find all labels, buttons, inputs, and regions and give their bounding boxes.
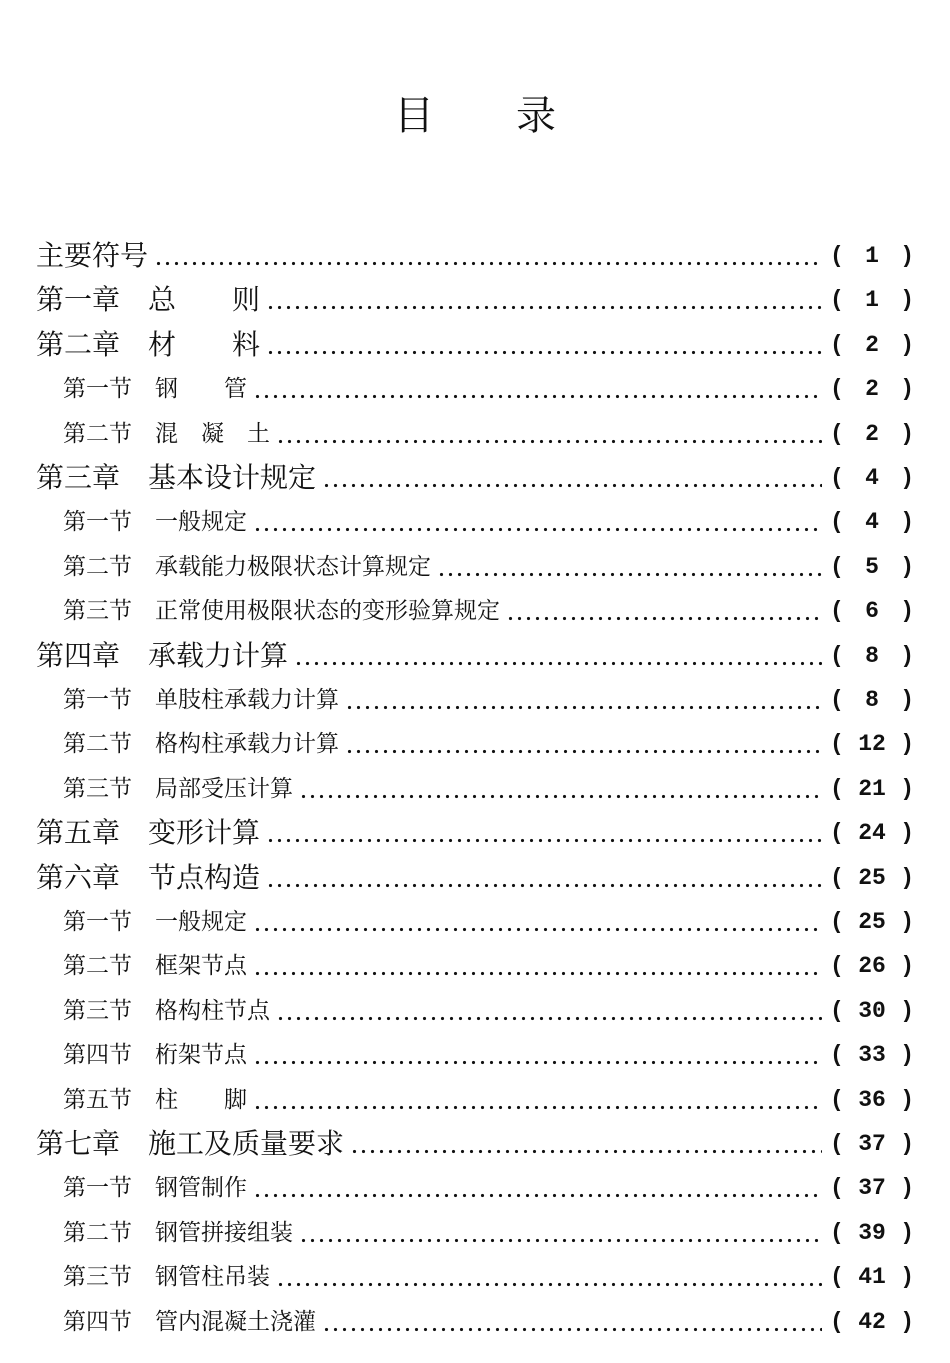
- close-paren: ): [900, 953, 914, 980]
- toc-page-number: [830, 278, 914, 322]
- toc-section-row[interactable]: [0, 412, 950, 456]
- page-number-value: 4: [865, 509, 879, 536]
- leader-dots: [437, 545, 822, 589]
- toc-section-row[interactable]: [0, 500, 950, 544]
- close-paren: ): [900, 331, 914, 358]
- close-paren: ): [900, 243, 914, 269]
- leader-dots: [154, 234, 822, 278]
- toc-entry-label: 第六章 节点构造: [36, 860, 261, 894]
- toc-page-number: [830, 678, 914, 722]
- leader-dots: [266, 856, 822, 900]
- toc-entry-label: 第三节 钢管柱吊装: [63, 1264, 270, 1291]
- leader-dots: [322, 1300, 822, 1344]
- toc-entry-label: 第一节 钢管制作: [63, 1175, 247, 1202]
- toc-entry-label: 主要符号: [36, 239, 149, 272]
- close-paren: ): [900, 687, 914, 713]
- close-paren: ): [900, 1042, 914, 1069]
- toc-chapter-row[interactable]: [0, 323, 950, 367]
- toc-page-number: [830, 500, 914, 544]
- toc-page-number: [830, 900, 914, 944]
- open-paren: (: [830, 553, 844, 580]
- close-paren: ): [900, 509, 914, 536]
- toc-page-number: [830, 545, 914, 589]
- leader-dots: [322, 456, 822, 500]
- open-paren: (: [830, 1219, 844, 1246]
- toc-page-number: [830, 1211, 914, 1255]
- toc-entry-label: 第二章 材 料: [36, 327, 261, 361]
- toc-page-number: [830, 412, 914, 456]
- leader-dots: [299, 1211, 822, 1255]
- toc-section-row[interactable]: [0, 1166, 950, 1210]
- open-paren: (: [830, 1042, 844, 1069]
- leader-dots: [276, 1255, 822, 1299]
- page-number-value: 2: [865, 376, 879, 403]
- toc-chapter-row[interactable]: [0, 811, 950, 855]
- toc-section-row[interactable]: [0, 767, 950, 811]
- open-paren: (: [830, 465, 844, 491]
- open-paren: (: [830, 287, 844, 314]
- leader-dots: [345, 722, 822, 766]
- open-paren: (: [830, 1308, 844, 1335]
- toc-entry-label: 第一节 一般规定: [63, 509, 247, 536]
- toc-entry-label: 第四节 桁架节点: [63, 1042, 247, 1069]
- open-paren: (: [830, 731, 844, 758]
- toc-entry-label: 第二节 混 凝 土: [63, 420, 270, 447]
- leader-dots: [253, 1078, 822, 1122]
- toc-entry-label: 第五节 柱 脚: [63, 1086, 247, 1113]
- close-paren: ): [900, 775, 914, 802]
- close-paren: ): [900, 1175, 914, 1202]
- toc-page-number: [830, 767, 914, 811]
- page-number-value: 1: [865, 243, 879, 269]
- open-paren: (: [830, 1264, 844, 1291]
- page-number-value: 1: [865, 287, 879, 314]
- toc-chapter-row[interactable]: [0, 278, 950, 322]
- close-paren: ): [900, 287, 914, 314]
- toc-chapter-row[interactable]: [0, 634, 950, 678]
- toc-entry-label: 第三节 局部受压计算: [63, 775, 293, 802]
- leader-dots: [266, 811, 822, 855]
- toc-page-number: [830, 944, 914, 988]
- toc-section-row[interactable]: [0, 1078, 950, 1122]
- page-number-value: 6: [865, 598, 879, 625]
- page-number-value: 39: [858, 1219, 886, 1246]
- toc-entry-label: 第一节 钢 管: [63, 376, 247, 403]
- open-paren: (: [830, 376, 844, 403]
- page-number-value: 41: [858, 1264, 886, 1291]
- page-number-value: 26: [858, 953, 886, 980]
- toc-section-row[interactable]: [0, 1211, 950, 1255]
- leader-dots: [253, 1033, 822, 1077]
- close-paren: ): [900, 1131, 914, 1157]
- toc-entry-label: 第二节 承载能力极限状态计算规定: [63, 553, 431, 580]
- open-paren: (: [830, 1175, 844, 1202]
- toc-chapter-row[interactable]: [0, 1122, 950, 1166]
- leader-dots: [299, 767, 822, 811]
- page-number-value: 37: [858, 1131, 886, 1157]
- close-paren: ): [900, 598, 914, 625]
- toc-page-number: [830, 589, 914, 633]
- close-paren: ): [900, 420, 914, 447]
- leader-dots: [350, 1122, 822, 1166]
- open-paren: (: [830, 420, 844, 447]
- close-paren: ): [900, 997, 914, 1024]
- open-paren: (: [830, 820, 844, 847]
- toc-entry-label: 第三章 基本设计规定: [36, 461, 317, 494]
- title-char-1: 目: [394, 93, 434, 139]
- toc-section-row[interactable]: [0, 367, 950, 411]
- toc-entry-label: 第二节 格构柱承载力计算: [63, 731, 339, 758]
- leader-dots: [294, 634, 822, 678]
- open-paren: (: [830, 909, 844, 935]
- leader-dots: [253, 500, 822, 544]
- open-paren: (: [830, 642, 844, 669]
- leader-dots: [266, 278, 822, 322]
- toc-section-row[interactable]: [0, 1300, 950, 1344]
- close-paren: ): [900, 376, 914, 403]
- page-number-value: 8: [865, 687, 879, 713]
- toc-section-row[interactable]: [0, 678, 950, 722]
- leader-dots: [253, 944, 822, 988]
- toc-section-row[interactable]: [0, 1255, 950, 1299]
- page-number-value: 42: [858, 1308, 886, 1335]
- page-number-value: 4: [865, 465, 879, 491]
- toc-entry-label: 第四章 承载力计算: [36, 638, 289, 672]
- toc-page-number: [830, 323, 914, 367]
- toc-page-number: [830, 1122, 914, 1166]
- close-paren: ): [900, 820, 914, 847]
- toc-section-row[interactable]: [0, 989, 950, 1033]
- page-number-value: 12: [858, 731, 886, 758]
- page-number-value: 8: [865, 642, 879, 669]
- page-number-value: 2: [865, 331, 879, 358]
- open-paren: (: [830, 1131, 844, 1157]
- toc-section-row[interactable]: [0, 545, 950, 589]
- open-paren: (: [830, 243, 844, 269]
- toc-entry-label: 第三节 格构柱节点: [63, 997, 270, 1024]
- toc-entry-label: 第七章 施工及质量要求: [36, 1127, 345, 1160]
- toc-entry-label: 第五章 变形计算: [36, 816, 261, 850]
- open-paren: (: [830, 598, 844, 625]
- page-title: [0, 88, 950, 148]
- close-paren: ): [900, 864, 914, 891]
- toc-entry-label: 第一章 总 则: [36, 283, 261, 317]
- open-paren: (: [830, 331, 844, 358]
- leader-dots: [266, 323, 822, 367]
- toc-entry-label: 第一节 单肢柱承载力计算: [63, 687, 339, 713]
- open-paren: (: [830, 509, 844, 536]
- toc-page-number: [830, 367, 914, 411]
- open-paren: (: [830, 775, 844, 802]
- close-paren: ): [900, 1086, 914, 1113]
- close-paren: ): [900, 731, 914, 758]
- toc-chapter-row[interactable]: [0, 234, 950, 278]
- leader-dots: [276, 989, 822, 1033]
- close-paren: ): [900, 465, 914, 491]
- toc-page-number: [830, 1033, 914, 1077]
- toc-page-number: [830, 1255, 914, 1299]
- page-number-value: 37: [858, 1175, 886, 1202]
- toc-page-number: [830, 989, 914, 1033]
- toc-page-number: [830, 811, 914, 855]
- title-char-2: 录: [516, 93, 556, 139]
- toc-section-row[interactable]: [0, 589, 950, 633]
- page-number-value: 36: [858, 1086, 886, 1113]
- leader-dots: [276, 412, 822, 456]
- toc-section-row[interactable]: [0, 1033, 950, 1077]
- toc-entry-label: 第二节 框架节点: [63, 953, 247, 980]
- page-number-value: 21: [858, 775, 886, 802]
- toc-page-number: [830, 456, 914, 500]
- toc-page-number: [830, 1166, 914, 1210]
- close-paren: ): [900, 1308, 914, 1335]
- toc-page-number: [830, 722, 914, 766]
- close-paren: ): [900, 642, 914, 669]
- close-paren: ): [900, 553, 914, 580]
- toc-chapter-row[interactable]: [0, 856, 950, 900]
- toc-entry-label: 第三节 正常使用极限状态的变形验算规定: [63, 598, 500, 625]
- toc-section-row[interactable]: [0, 722, 950, 766]
- leader-dots: [345, 678, 822, 722]
- open-paren: (: [830, 997, 844, 1024]
- toc-entry-label: 第二节 钢管拼接组装: [63, 1219, 293, 1246]
- toc-entry-label: 第四节 管内混凝土浇灌: [63, 1308, 316, 1335]
- page-number-value: 5: [865, 553, 879, 580]
- page-number-value: 25: [858, 864, 886, 891]
- page-number-value: 2: [865, 420, 879, 447]
- toc-section-row[interactable]: [0, 944, 950, 988]
- close-paren: ): [900, 1264, 914, 1291]
- toc-page-number: [830, 1300, 914, 1344]
- toc-page-number: [830, 234, 914, 278]
- toc-page-number: [830, 1078, 914, 1122]
- page-number-value: 30: [858, 997, 886, 1024]
- close-paren: ): [900, 909, 914, 935]
- open-paren: (: [830, 953, 844, 980]
- toc-chapter-row[interactable]: [0, 456, 950, 500]
- page-number-value: 25: [858, 909, 886, 935]
- leader-dots: [253, 900, 822, 944]
- open-paren: (: [830, 687, 844, 713]
- toc-page-number: [830, 634, 914, 678]
- page-number-value: 24: [858, 820, 886, 847]
- toc-section-row[interactable]: [0, 900, 950, 944]
- toc-page-number: [830, 856, 914, 900]
- open-paren: (: [830, 1086, 844, 1113]
- page-number-value: 33: [858, 1042, 886, 1069]
- toc-entry-label: 第一节 一般规定: [63, 909, 247, 935]
- close-paren: ): [900, 1219, 914, 1246]
- leader-dots: [506, 589, 822, 633]
- open-paren: (: [830, 864, 844, 891]
- leader-dots: [253, 367, 822, 411]
- leader-dots: [253, 1166, 822, 1210]
